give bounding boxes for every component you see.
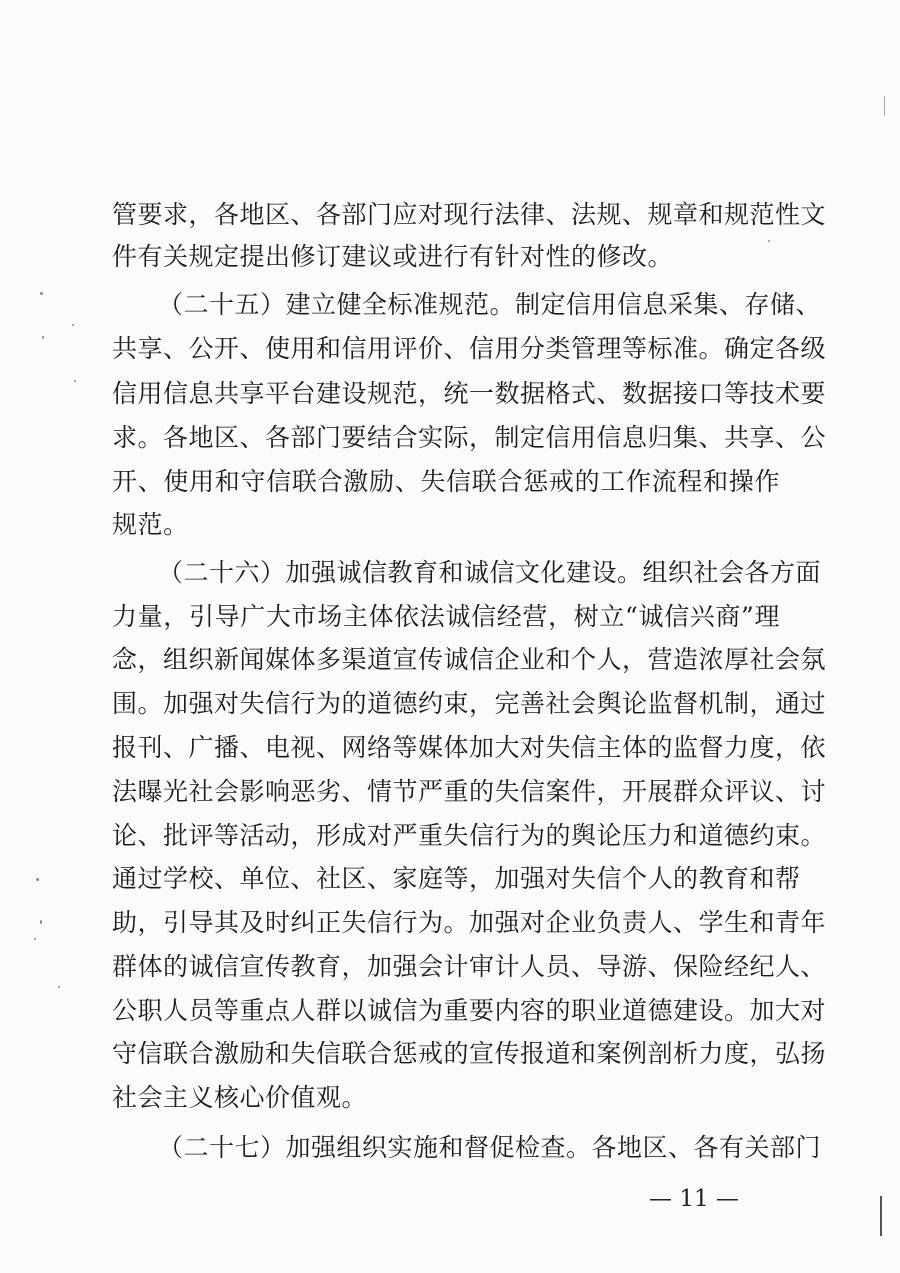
paragraph-line: 通过学校、单位、社区、家庭等，加强对失信个人的教育和帮 bbox=[112, 864, 801, 893]
paragraph-line: 力量，引导广大市场主体依法诚信经营，树立“诚信兴商”理 bbox=[112, 602, 780, 631]
paragraph-line: 信用信息共享平台建设规范，统一数据格式、数据接口等技术要 bbox=[112, 379, 827, 408]
paragraph-line: 法曝光社会影响恶劣、情节严重的失信案件，开展群众评议、讨 bbox=[112, 777, 827, 806]
paragraph-line: 守信联合激励和失信联合惩戒的宣传报道和案例剖析力度，弘扬 bbox=[112, 1039, 827, 1068]
scan-speck bbox=[58, 986, 60, 988]
scan-speck bbox=[34, 938, 36, 940]
paragraph-line: 公职人员等重点人群以诚信为重要内容的职业道德建设。加大对 bbox=[112, 996, 827, 1025]
paragraph-line: 件有关规定提出修订建议或进行有针对性的修改。 bbox=[112, 242, 674, 271]
paragraph-line: 管要求，各地区、各部门应对现行法律、法规、规章和规范性文 bbox=[112, 200, 827, 229]
scan-speck bbox=[72, 324, 74, 326]
section-heading-line: （二十五）建立健全标准规范。制定信用信息采集、存储、 bbox=[158, 290, 822, 319]
paragraph-line: 共享、公开、使用和信用评价、信用分类管理等标准。确定各级 bbox=[112, 334, 827, 363]
paragraph-line: 社会主义核心价值观。 bbox=[112, 1083, 368, 1112]
scan-speck bbox=[40, 920, 42, 924]
section-heading-line: （二十六）加强诚信教育和诚信文化建设。组织社会各方面 bbox=[158, 558, 822, 587]
scan-edge-mark bbox=[884, 96, 885, 116]
paragraph-line: 念，组织新闻媒体多渠道宣传诚信企业和个人，营造浓厚社会氛 bbox=[112, 645, 827, 674]
section-heading-line: （二十七）加强组织实施和督促检查。各地区、各有关部门 bbox=[158, 1133, 822, 1162]
page-number: — 11 — bbox=[649, 1186, 739, 1212]
paragraph-line: 围。加强对失信行为的道德约束，完善社会舆论监督机制，通过 bbox=[112, 689, 827, 718]
paragraph-line: 规范。 bbox=[112, 510, 189, 539]
scan-edge-mark bbox=[880, 1196, 882, 1236]
scan-speck bbox=[40, 292, 43, 295]
paragraph-line: 报刊、广播、电视、网络等媒体加大对失信主体的监督力度，依 bbox=[112, 733, 827, 762]
scan-speck bbox=[74, 380, 76, 382]
paragraph-line: 论、批评等活动，形成对严重失信行为的舆论压力和道德约束。 bbox=[112, 821, 827, 850]
paragraph-line: 开、使用和守信联合激励、失信联合惩戒的工作流程和操作 bbox=[112, 467, 780, 496]
scan-speck bbox=[42, 336, 44, 339]
paragraph-line: 助，引导其及时纠正失信行为。加强对企业负责人、学生和青年 bbox=[112, 908, 827, 937]
paragraph-line: 群体的诚信宣传教育，加强会计审计人员、导游、保险经纪人、 bbox=[112, 952, 827, 981]
scan-speck bbox=[36, 878, 39, 881]
paragraph-line: 求。各地区、各部门要结合实际，制定信用信息归集、共享、公 bbox=[112, 423, 827, 452]
